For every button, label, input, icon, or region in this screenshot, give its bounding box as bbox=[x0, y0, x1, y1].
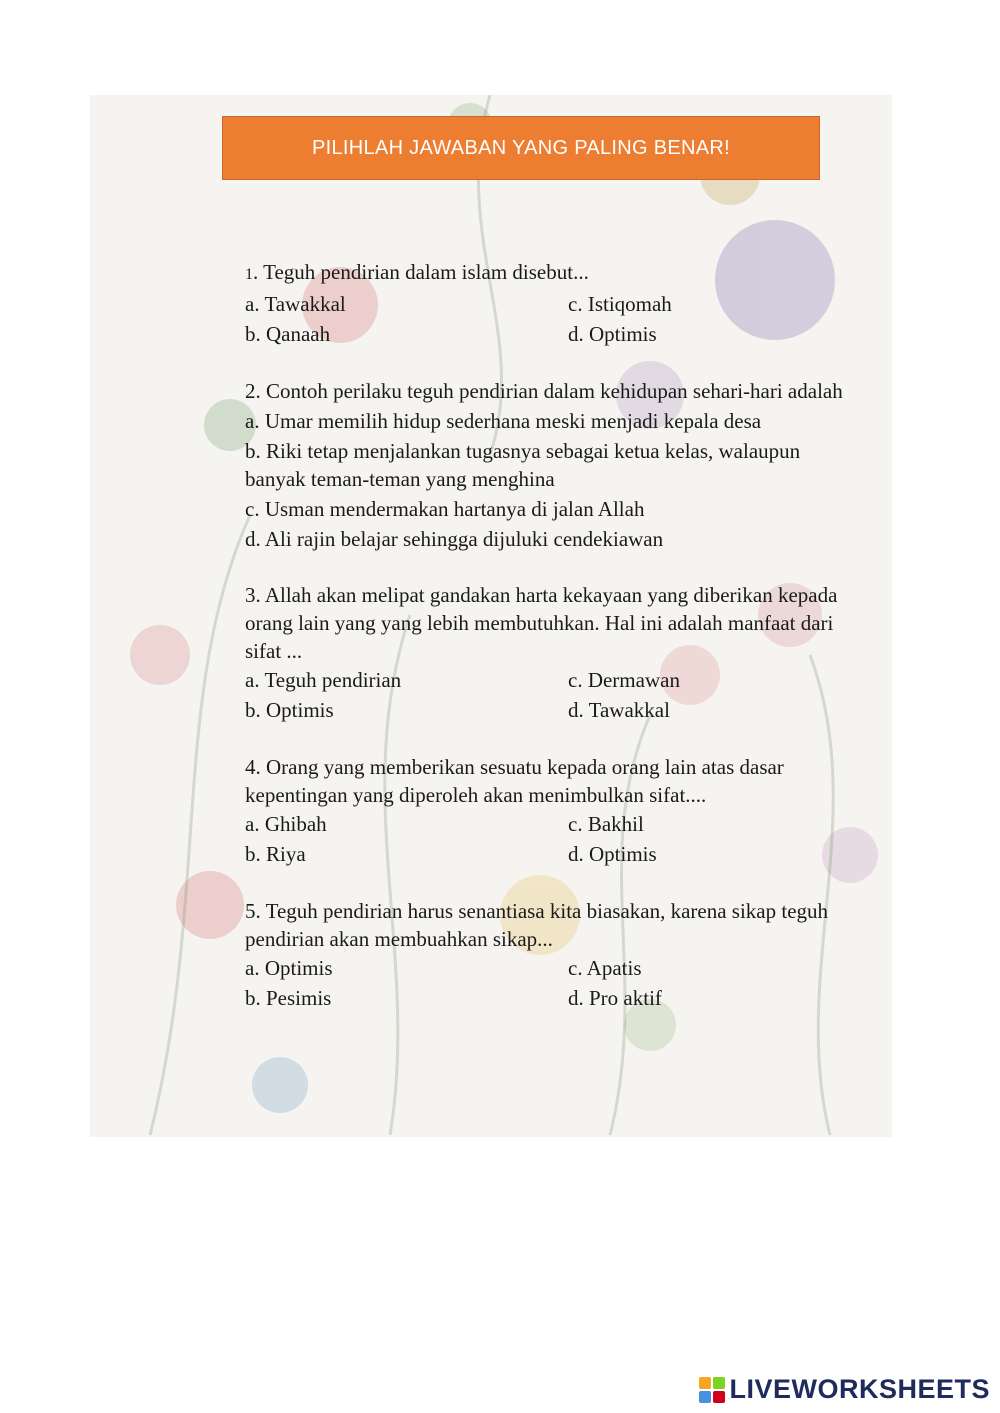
question-number: 3. bbox=[245, 583, 261, 607]
question-2 bbox=[245, 377, 865, 553]
question-number: 5. bbox=[245, 899, 261, 923]
option-grid bbox=[245, 953, 865, 1013]
option-d[interactable]: d. Ali rajin belajar sehingga dijuluki cendekiawan bbox=[245, 527, 664, 551]
question-body: Orang yang memberikan sesuatu kepada orang lain atas dasar kepentingan yang diperoleh akan menimbulkan sifat.... bbox=[245, 755, 784, 807]
option-d[interactable]: d. Pro aktif bbox=[568, 986, 662, 1010]
option-a[interactable]: a. Ghibah bbox=[245, 812, 327, 836]
banner-title: PILIHLAH JAWABAN YANG PALING BENAR! bbox=[311, 136, 731, 159]
option-c[interactable]: c. Istiqomah bbox=[568, 292, 672, 316]
question-text bbox=[245, 377, 865, 405]
option-b[interactable]: b. Riki tetap menjalankan tugasnya sebagai ketua kelas, walaupun banyak teman-teman yang menghina bbox=[245, 439, 801, 491]
question-number: 4. bbox=[245, 755, 261, 779]
option-c[interactable]: c. Bakhil bbox=[568, 812, 644, 836]
logo-square-2 bbox=[713, 1377, 725, 1389]
instruction-banner bbox=[222, 116, 820, 180]
logo-square-4 bbox=[713, 1391, 725, 1403]
question-text bbox=[245, 897, 865, 953]
option-a[interactable]: a. Optimis bbox=[245, 956, 333, 980]
option-list bbox=[245, 407, 865, 553]
liveworksheets-logo bbox=[699, 1374, 990, 1405]
option-c[interactable]: c. Apatis bbox=[568, 956, 642, 980]
option-d[interactable]: d. Tawakkal bbox=[568, 698, 670, 722]
logo-mark-icon bbox=[699, 1377, 725, 1403]
option-a[interactable]: a. Tawakkal bbox=[245, 292, 346, 316]
question-text bbox=[245, 753, 865, 809]
question-body: Allah akan melipat gandakan harta kekayaan yang diberikan kepada orang lain yang yang lebih membutuhkan. Hal ini adalah manfaat dari sifat ... bbox=[245, 583, 838, 663]
question-number: 2. bbox=[245, 379, 261, 403]
logo-text: LIVEWORKSHEETS bbox=[729, 1374, 990, 1404]
question-body: . Teguh pendirian dalam islam disebut... bbox=[253, 260, 589, 284]
option-d[interactable]: d. Optimis bbox=[568, 842, 657, 866]
option-grid bbox=[245, 289, 865, 349]
question-3 bbox=[245, 581, 865, 725]
option-a[interactable]: a. Teguh pendirian bbox=[245, 668, 402, 692]
question-body: Teguh pendirian harus senantiasa kita biasakan, karena sikap teguh pendirian akan membuahkan sikap... bbox=[245, 899, 829, 951]
option-grid bbox=[245, 665, 865, 725]
option-a[interactable]: a. Umar memilih hidup sederhana meski menjadi kepala desa bbox=[245, 409, 762, 433]
logo-square-1 bbox=[699, 1377, 711, 1389]
option-b[interactable]: b. Optimis bbox=[245, 698, 334, 722]
logo-square-3 bbox=[699, 1391, 711, 1403]
question-5 bbox=[245, 897, 865, 1013]
question-text bbox=[245, 581, 865, 665]
question-text bbox=[245, 258, 865, 289]
option-grid bbox=[245, 809, 865, 869]
option-b[interactable]: b. Qanaah bbox=[245, 322, 331, 346]
option-c[interactable]: c. Usman mendermakan hartanya di jalan Allah bbox=[245, 497, 645, 521]
question-list bbox=[245, 258, 865, 1041]
question-number: 1 bbox=[245, 266, 253, 283]
option-c[interactable]: c. Dermawan bbox=[568, 668, 680, 692]
option-d[interactable]: d. Optimis bbox=[568, 322, 657, 346]
question-4 bbox=[245, 753, 865, 869]
option-b[interactable]: b. Pesimis bbox=[245, 986, 332, 1010]
question-body: Contoh perilaku teguh pendirian dalam kehidupan sehari-hari adalah bbox=[260, 379, 843, 403]
option-b[interactable]: b. Riya bbox=[245, 842, 306, 866]
question-1 bbox=[245, 258, 865, 349]
